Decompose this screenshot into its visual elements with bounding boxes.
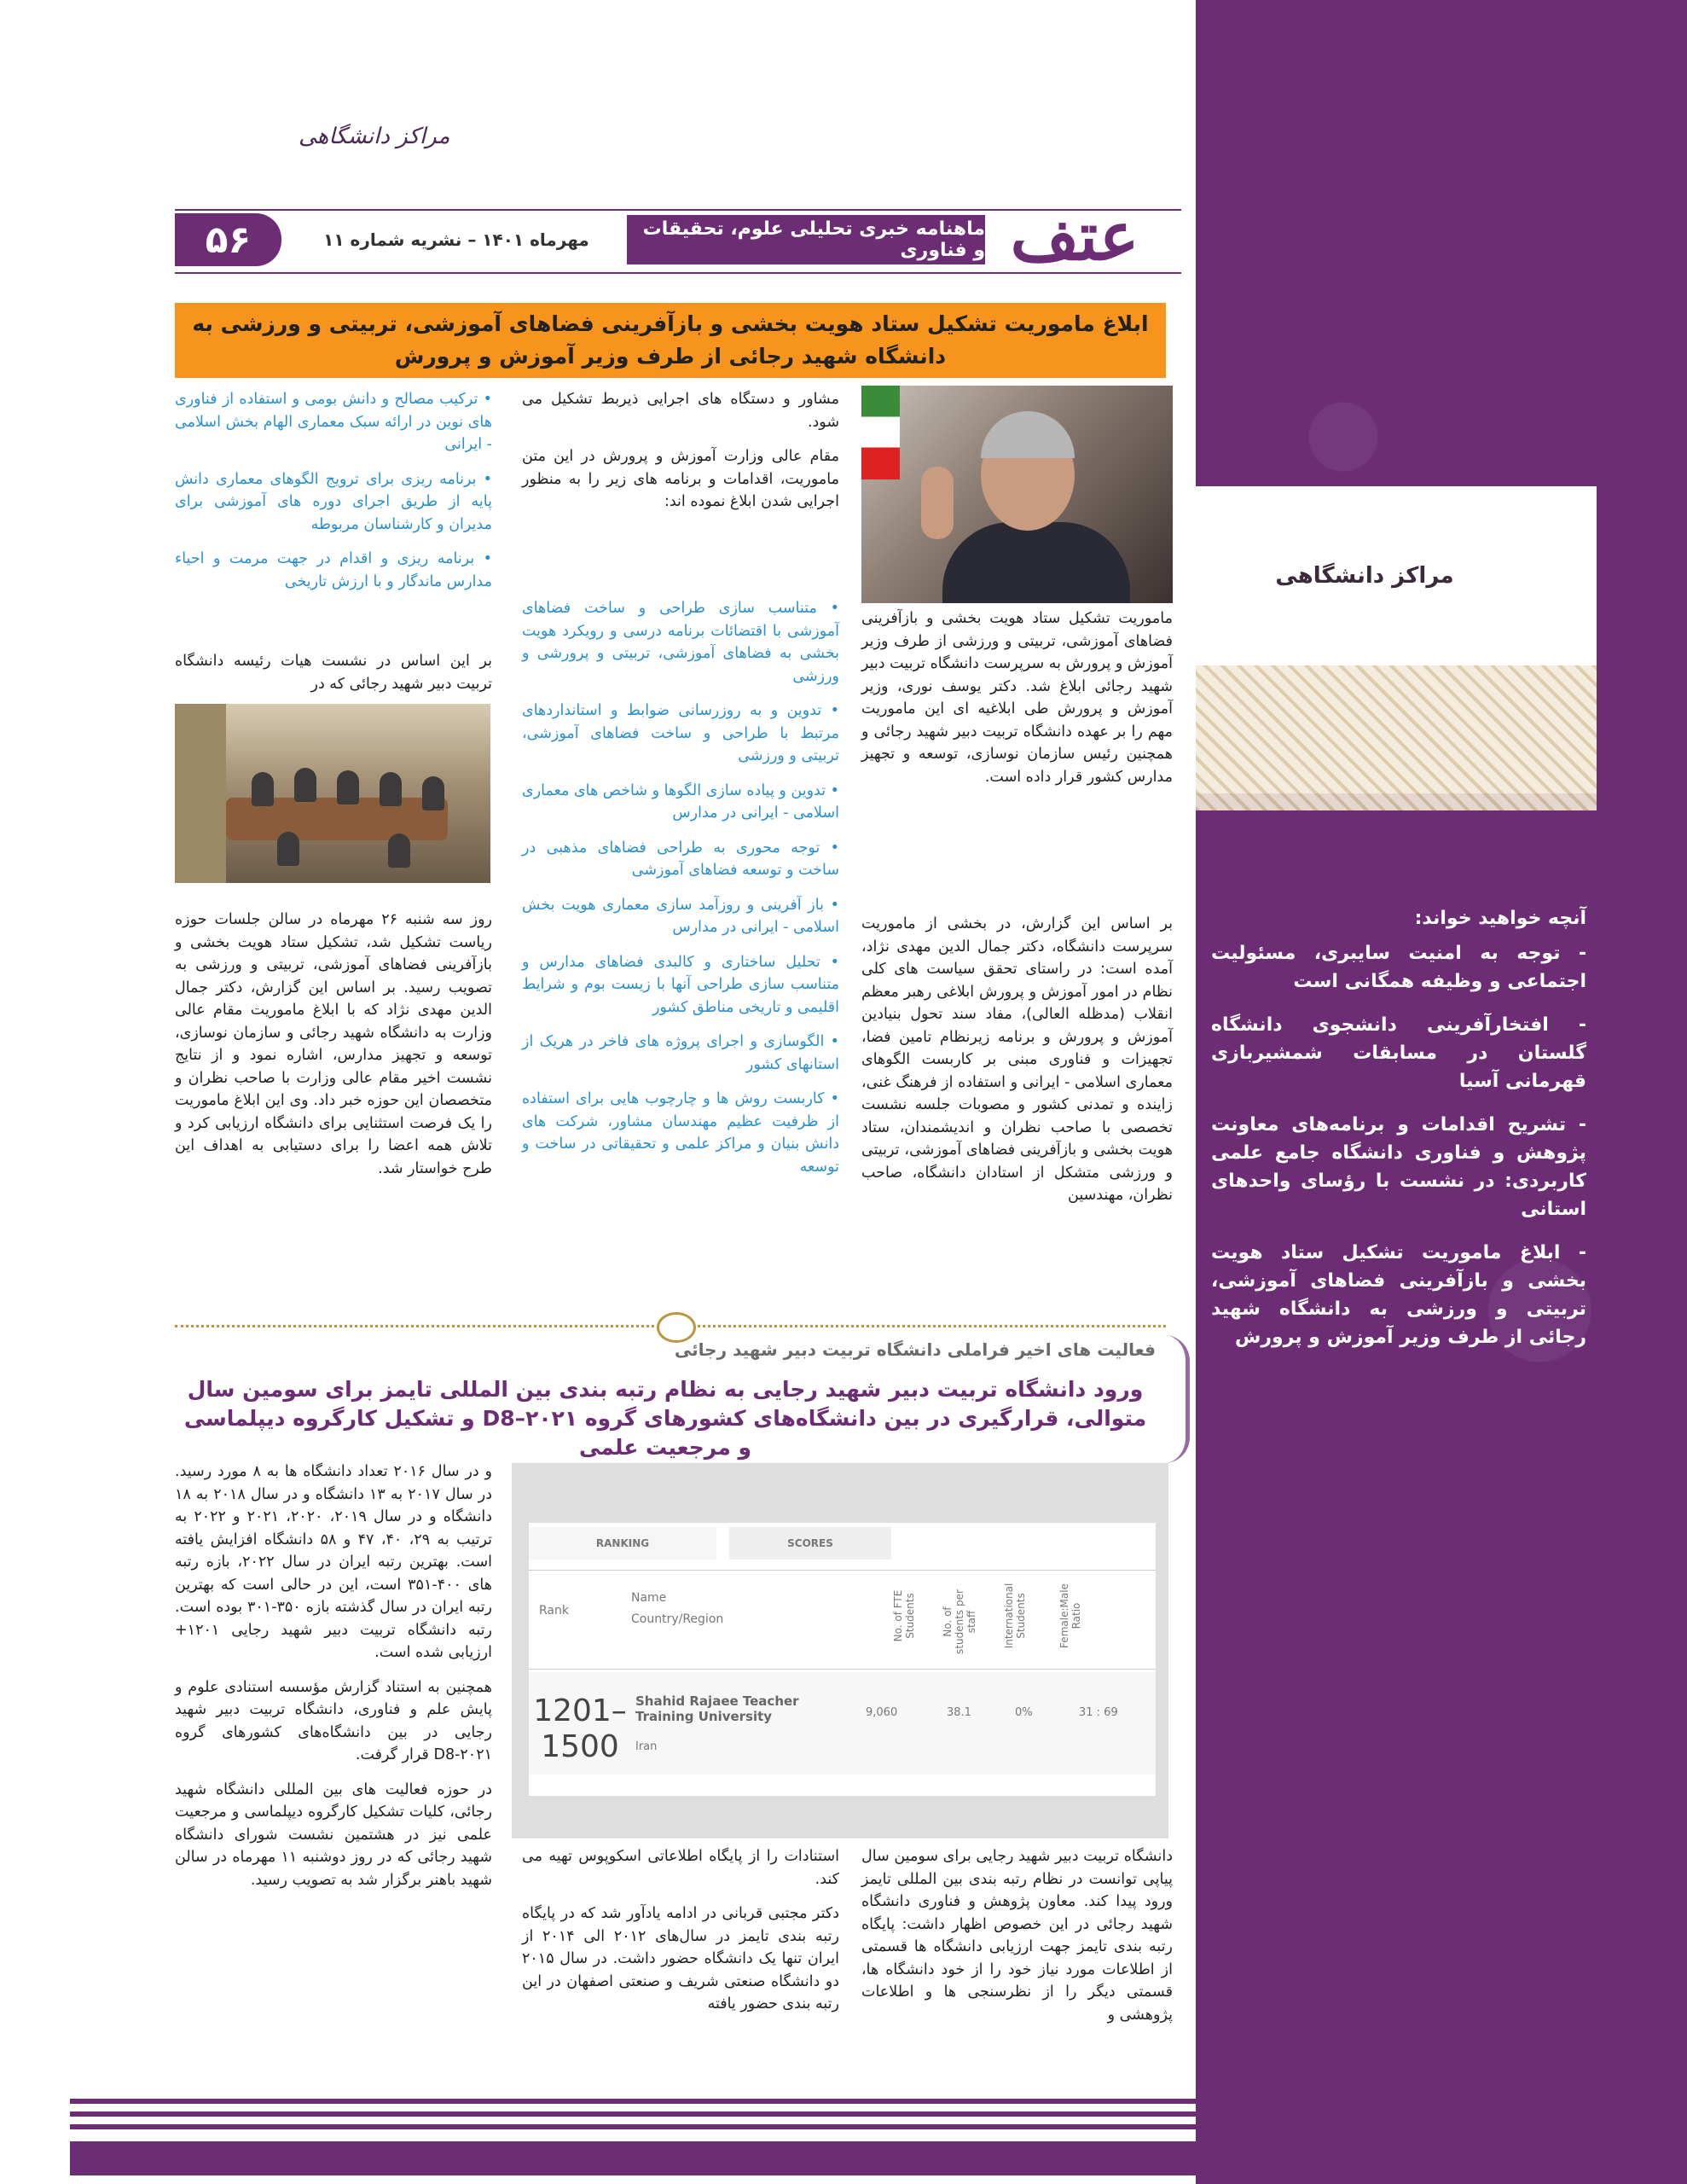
list-item: • تحلیل ساختاری و کالبدی فضاهای مدارس و متناسب سازی طراحی آنها با زیست بوم و شرایط اقلیمی و تاریخی مناطق کشور — [522, 953, 839, 1016]
photo-person — [380, 772, 402, 806]
article-paragraph: و در سال ۲۰۱۶ تعداد دانشگاه ها به ۸ مورد رسید. در سال ۲۰۱۷ به ۱۳ دانشگاه و در سال ۲۰۱۸ به ۱۸ دانشگاه و در سال ۲۰۱۹، ۲۰۲۰، ۲۰۲۱ و ۲۰۲۲ به ترتیب به ۲۹، ۴۰، ۴۷ و ۵۸ دانشگاه افزایش یافته است. بهترین رتبه ایران در سال ۲۰۲۲، بازه رتبه های ۴۰۰-۳۵۱ است، این در حالی است که بهترین رتبه ایران در سال گذشته بازه ۳۵۰-۳۰۱ بوده است. رتبه دانشگاه تربیت دبیر شهید رجایی ۱۲۰۱+ ارزیابی شده است. — [175, 1463, 492, 1661]
article-column — [522, 388, 839, 526]
footer-band — [70, 2141, 1196, 2175]
column-header-name[interactable]: Name — [631, 1591, 667, 1605]
list-item: • الگوسازی و اجرای پروژه های فاخر در هریک از استانهای کشور — [522, 1033, 839, 1073]
publication-title: ماهنامه خبری تحلیلی علوم، تحقیقات و فناوری — [627, 215, 985, 264]
rank-value: 1201–1500 — [533, 1693, 627, 1764]
photo-person — [337, 770, 359, 804]
list-item: • تدوین و به روزرسانی ضوابط و استانداردهای مرتبط با طراحی و ساخت فضاهای آموزشی، تربیتی و ورزشی — [522, 702, 839, 764]
mission-list — [522, 597, 839, 1190]
column-header-country: Country/Region — [631, 1612, 724, 1626]
article-paragraph: بر اساس این گزارش، در بخشی از ماموریت سرپرست دانشگاه، دکتر جمال الدین مهدی نژاد، آمده است: در راستای تحقق سیاست های کلی نظام در امور آموزش و پرورش ابلاغی رهبر معظم انقلاب (مدظله العالی)، مفاد سند تحول بنیادین آموزش و پرورش و برنامه زیرنظام تامین فضا، تجهیزات و فناوری مبنی بر کاربست الگوهای معماری اسلامی - ایرانی و استفاده از فرهنگ غنی، زاینده و تمدنی کشور و مصوبات جلسه نشست تخصصی با صاحب نظران و اندیشمندان، ستاد هویت بخشی و بازآفرینی فضاهای آموزشی، تربیتی و ورزشی متشکل از استادان دانشگاه، صاحب نظران، مهندسین — [861, 915, 1173, 1204]
list-item: • باز آفرینی و روزآمد سازی معماری هویت بخش اسلامی - ایرانی در مدارس — [522, 896, 839, 936]
article-paragraph: ماموریت تشکیل ستاد هویت بخشی و بازآفرینی فضاهای آموزشی، تربیتی و ورزشی از طرف وزیر آموزش و پرورش به سرپرست دانشگاه تربیت دبیر شهید رجائی ابلاغ شد. دکتر یوسف نوری، وزیر آموزش و پرورش طی ابلاغیه ای این ماموریت مهم را بر عهده دانشگاه تربیت دبیر شهید رجائی و همچنین رئیس سازمان نوسازی، توسعه و تجهیز مدارس کشور قرار داده است. — [861, 610, 1173, 786]
magazine-logo: عتف — [1010, 198, 1139, 276]
article-paragraph: در حوزه فعالیت های بین المللی دانشگاه شهید رجائی، کلیات تشکیل کارگروه دیپلماسی و مرجعیت علمی نیز در هشتمین نشست شورای دانشگاه شهید رجائی که در روز دوشنبه ۱۱ مهرماه در سالن شهید باهنر برگزار شد به تصویب رسید. — [175, 1780, 492, 1889]
fte-value: 9,060 — [866, 1706, 898, 1719]
ratio-value: 38.1 — [947, 1706, 971, 1719]
toc-item[interactable]: - توجه به امنیت سایبری، مسئولیت اجتماعی و وظیفه همگانی است — [1211, 943, 1586, 992]
footer-stripe — [70, 2099, 1196, 2104]
article-headline: ابلاغ ماموریت تشکیل ستاد هویت بخشی و بازآفرینی فضاهای آموزشی، تربیتی و ورزشی به دانشگاه شهید رجائی از طرف وزیر آموزش و پرورش — [175, 303, 1166, 378]
list-item: • تدوین و پیاده سازی الگوها و شاخص های معماری اسلامی - ایرانی در مدارس — [522, 781, 839, 822]
column-header-fte[interactable]: No. of FTE Students — [892, 1589, 916, 1642]
meeting-photo — [175, 704, 490, 883]
article-column — [175, 1461, 492, 1903]
list-item: • متناسب سازی طراحی و ساخت فضاهای آموزشی با اقتضائات برنامه درسی و رویکرد هویت بخشی به فضاهای آموزشی، تربیتی و پرورشی و ورزشی — [522, 600, 839, 685]
article-paragraph: مقام عالی وزارت آموزش و پرورش در این متن ماموریت، اقدامات و برنامه های زیر را به منظور اجرایی شدن ابلاغ نموده اند: — [522, 448, 839, 510]
list-item: • کاربست روش ها و چارچوب هایی برای استفاده از ظرفیت عظیم مهندسان مشاور، شرکت های دانش بنیان و مراکز علمی و تحقیقاتی در ساخت و توسعه — [522, 1090, 839, 1176]
divider-ornament-icon — [657, 1312, 696, 1343]
section-headline: ورود دانشگاه تربیت دبیر شهید رجایی به نظام رتبه بندی بین المللی تایمز برای سومین سال متوالی، قرارگیری در بین دانشگاه‌های کشورهای گروه D8–۲۰۲۱ و تشکیل کارگروه دیپلماسی و مرجعیت علمی — [183, 1377, 1147, 1460]
list-item: • توجه محوری به طراحی فضاهای مذهبی در ساخت و توسعه فضاهای آموزشی — [522, 839, 839, 879]
column-header-female-male[interactable]: Female:Male Ratio — [1058, 1583, 1082, 1648]
vine-ornament-icon — [1151, 1335, 1190, 1463]
column-header-intl[interactable]: International Students — [1003, 1583, 1027, 1649]
article-paragraph: دانشگاه تربیت دبیر شهید رجایی برای سومین سال پیاپی توانست در نظام رتبه بندی بین المللی تایمز ورود پیدا کند. معاون پژوهش و فناوری دانشگاه شهید رجائی در این خصوص اظهار داشت: پایگاه رتبه بندی تایمز جهت ارزیابی دانشگاه ها قسمتی از اطلاعات مورد نیاز خود را از خود دانشگاه ها، قسمتی دیگر را از نظرسنجی ها و اطلاعات پژوهشی و — [861, 1848, 1173, 2024]
issue-info: مهرماه ۱۴۰۱ – نشریه شماره ۱۱ — [323, 229, 589, 250]
photo-hand — [921, 467, 954, 539]
list-item: • برنامه ریزی و اقدام در جهت مرمت و احیاء مدارس ماندگار و با ارزش تاریخی — [175, 550, 492, 590]
toc-title: آنچه خواهید خواند: — [1414, 908, 1586, 929]
university-name[interactable]: Shahid Rajaee Teacher Training University — [635, 1693, 799, 1724]
list-item: • ترکیب مصالح و دانش بومی و استفاده از فناوری های نوین در ارائه سبک معماری الهام بخش اسلامی - ایرانی — [175, 391, 492, 453]
photo-person — [252, 772, 274, 806]
column-header-rank[interactable]: Rank — [539, 1604, 569, 1618]
table-of-contents — [1211, 904, 1586, 1367]
page-number: ۵۶ — [175, 213, 281, 266]
tab-scores[interactable]: SCORES — [729, 1527, 891, 1560]
mission-list — [175, 388, 492, 605]
list-item: • برنامه ریزی برای ترویج الگوهای معماری دانش پایه از طریق اجرای دوره های آموزشی برای مدیران و کارشناسان مربوطه — [175, 470, 492, 533]
photo-bookshelf — [175, 704, 226, 883]
article-paragraph: بر این اساس در نشست هیات رئیسه دانشگاه تربیت دبیر شهید رجائی که در — [175, 653, 492, 693]
female-male-value: 31 : 69 — [1079, 1706, 1118, 1719]
footer-stripe — [70, 2111, 1196, 2117]
intl-value: 0% — [1015, 1706, 1033, 1719]
photo-hair — [981, 411, 1075, 458]
country-label: Iran — [635, 1740, 658, 1753]
photo-person — [277, 832, 299, 866]
column-header-ratio[interactable]: No. of students per staff — [942, 1589, 977, 1654]
article-paragraph: روز سه شنبه ۲۶ مهرماه در سالن جلسات حوزه ریاست تشکیل شد، تشکیل ستاد هویت بخشی و بازآفرینی فضاهای آموزشی، تربیتی و ورزشی به تصویب رسید. بر اساس این گزارش، دکتر جمال الدین مهدی نژاد که با ابلاغ ماموریت مقام عالی وزارت به دانشگاه شهید رجائی و سازمان نوسازی، توسعه و تجهیز مدارس، اشاره نمود و از نتایج نشست اخیر مقام عالی وزارت با صاحب نظران و متخصصان این حوزه خبر داد. وی این ابلاغ ماموریت را یک فرصت استثنایی برای دانشگاه ارزیابی کرد و تلاش همه اعضا را برای دستیابی به اهداف این طرح خواستار شد. — [175, 911, 492, 1177]
article-paragraph: دکتر مجتبی قربانی در ادامه یادآور شد که در پایگاه رتبه بندی تایمز در سال‌های ۲۰۱۲ الی ۲۰۱۴ از ایران تنها یک دانشگاه حضور داشت. در سال ۲۰۱۵ دو دانشگاه صنعتی شریف و صنعتی اصفهان در این رتبه بندی حضور یافته — [522, 1905, 839, 2013]
photo-suit — [942, 522, 1130, 603]
minister-photo — [861, 386, 1173, 603]
section-brand-mark: مراکز دانشگاهی — [299, 124, 450, 149]
photo-person — [422, 776, 444, 810]
sidebar-ornament — [1196, 665, 1597, 810]
article-column — [522, 1845, 839, 2028]
tab-ranking[interactable]: RANKING — [529, 1527, 716, 1560]
photo-person — [388, 834, 410, 868]
toc-item[interactable]: - ابلاغ ماموریت تشکیل ستاد هویت بخشی و بازآفرینی فضاهای آموزشی، تربیتی و ورزشی به دانشگاه شهید رجائی از طرف وزیر آموزش و پرورش — [1211, 1242, 1586, 1348]
photo-person — [294, 768, 316, 802]
article-paragraph: مشاور و دستگاه های اجرایی ذیربط تشکیل می شود. — [522, 391, 839, 431]
article-paragraph: استنادات را از پایگاه اطلاعاتی اسکوپوس تهیه می کند. — [522, 1848, 839, 1888]
section-title: فعالیت های اخیر فراملی دانشگاه تربیت دبیر شهید رجائی — [674, 1339, 1156, 1360]
flag-graphic — [861, 386, 900, 479]
toc-item[interactable]: - افتخارآفرینی دانشجوی دانشگاه گلستان در مسابقات شمشیربازی قهرمانی آسیا — [1211, 1014, 1586, 1092]
toc-item[interactable]: - تشریح اقدامات و برنامه‌های معاونت پژوهش و فناوری دانشگاه جامع علمی کاربردی: در نشست با رؤسای واحدهای استانی — [1211, 1114, 1586, 1220]
article-paragraph: همچنین به استناد گزارش مؤسسه استنادی علوم و پایش علم و فناوری، دانشگاه تربیت دبیر شهید رجایی در بین دانشگاه‌های کشورهای گروه D8-۲۰۲۱ قرار گرفت. — [175, 1678, 492, 1763]
sidebar-heading: مراکز دانشگاهی — [1275, 563, 1454, 589]
footer-stripe — [70, 2124, 1196, 2129]
